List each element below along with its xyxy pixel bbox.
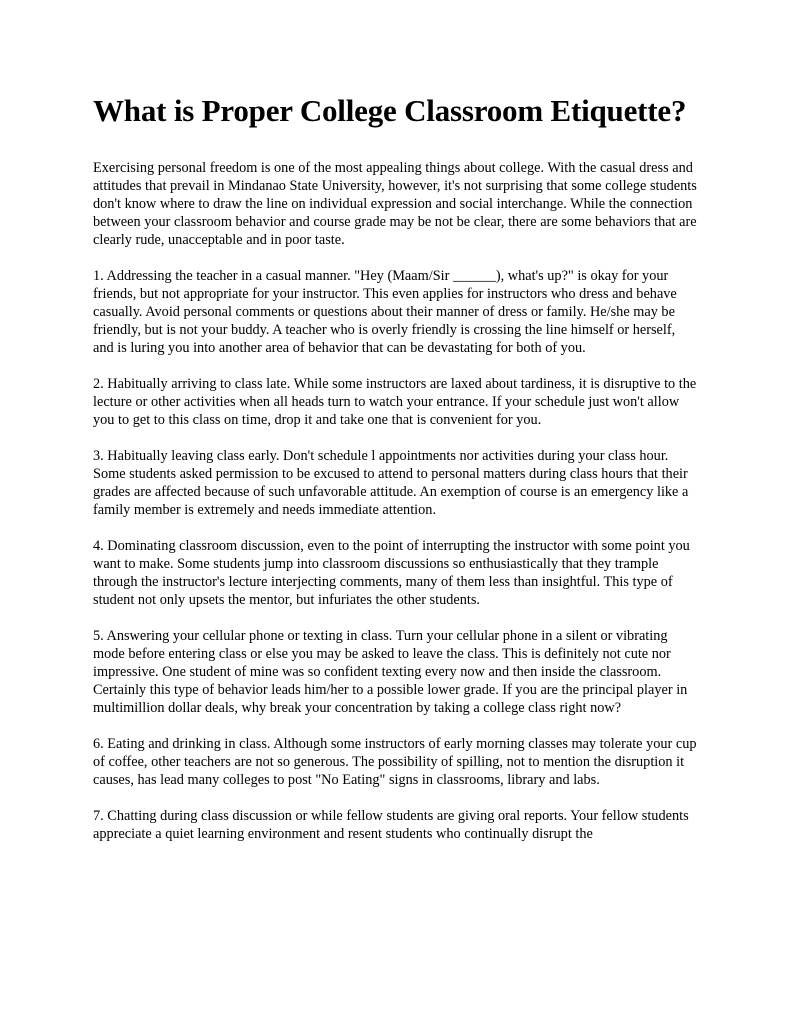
etiquette-item-1: 1. Addressing the teacher in a casual manner. "Hey (Maam/Sir ______), what's up?" is okay for your friends, but not appropriate for your instructor. This even applies for instructors who dress and behave casually. Avoid personal comments or questions about their manner of dress or family. He/she may be friendly, but is not your buddy. A teacher who is overly friendly is crossing the line himself or herself, and is luring you into another area of behavior that can be devastating for both of you. [93,268,677,356]
etiquette-item-7: 7. Chatting during class discussion or while fellow students are giving oral reports. Your fellow students appreciate a quiet learning environment and resent students who continually disrupt the [93,808,689,842]
document-page [93,92,699,861]
etiquette-item-3: 3. Habitually leaving class early. Don't schedule l appointments nor activities during your class hour. Some students asked permission to be excused to attend to personal matters during class hours that their grades are affected because of such unfavorable attitude. An exemption of course is an emergency like a family member is extremely and needs immediate attention. [93,448,689,518]
intro-paragraph: Exercising personal freedom is one of the most appealing things about college. With the casual dress and attitudes that prevail in Mindanao State University, however, it's not surprising that some college students don't know where to draw the line on individual expression and social interchange. While the connection between your classroom behavior and course grade may be not be clear, there are some behaviors that are clearly rude, unacceptable and in poor taste. [93,160,697,248]
etiquette-item-4: 4. Dominating classroom discussion, even to the point of interrupting the instructor with some point you want to make. Some students jump into classroom discussions so enthusiastically that they trample through the instructor's lecture interjecting comments, many of them less than insightful. This type of student not only upsets the mentor, but infuriates the other students. [93,538,690,608]
page-title: What is Proper College Classroom Etiquette? [93,93,687,128]
etiquette-item-5: 5. Answering your cellular phone or texting in class. Turn your cellular phone in a silent or vibrating mode before entering class or else you may be asked to leave the class. This is definitely not cute nor impressive. One student of mine was so confident texting every now and then inside the classroom. Certainly this type of behavior leads him/her to a possible lower grade. If you are the principal player in multimillion dollar deals, why break your concentration by taking a college class right now? [93,628,688,716]
etiquette-item-6: 6. Eating and drinking in class. Although some instructors of early morning classes may tolerate your cup of coffee, other teachers are not so generous. The possibility of spilling, not to mention the disruption it causes, has lead many colleges to post "No Eating" signs in classrooms, library and labs. [93,736,697,788]
etiquette-item-2: 2. Habitually arriving to class late. While some instructors are laxed about tardiness, it is disruptive to the lecture or other activities when all heads turn to watch your entrance. If your schedule just won't allow you to get to this class on time, drop it and take one that is convenient for you. [93,376,697,428]
